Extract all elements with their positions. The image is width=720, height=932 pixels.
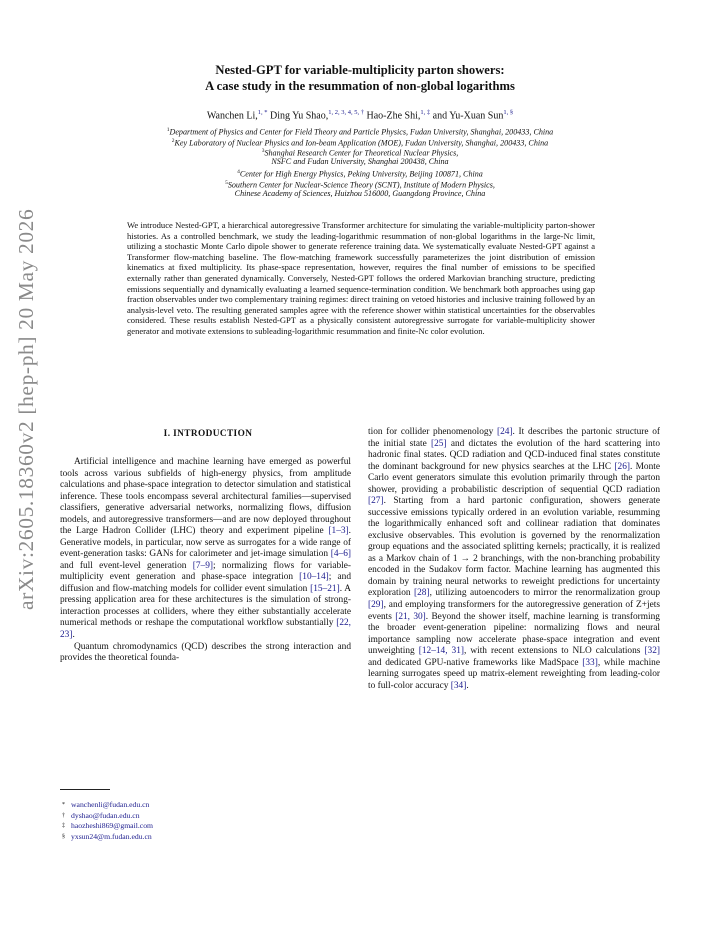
affiliation-line: $^2$Key Laboratory of Nuclear Physics and Ion-beam Application (MOE), Fudan University, Shanghai, 200433, China <box>171 137 549 148</box>
right-column <box>368 427 660 692</box>
citation-link[interactable]: [29] <box>368 599 384 610</box>
footnote-rule <box>60 789 110 790</box>
arxiv-identifier: arXiv:2605.18360v2 [hep-ph] 20 May 2026 <box>14 208 38 610</box>
affiliation-line: NSFC and Fudan University, Shanghai 200438, China <box>271 156 449 166</box>
abstract: We introduce Nested-GPT, a hierarchical autoregressive Transformer architecture for simulating the variable-multiplicity parton-shower histories. As a controlled benchmark, we study the leading-logarithmic resummation of non-global logarithms in the large-Nc limit, utilizing a stochastic Monte Carlo dipole shower to generate reference training data. We systematically evaluate Nested-GPT against a Transformer flow-matching baseline. The flow-matching framework successfully parameterizes the joint distribution of emission kinematics at fixed multiplicity. Its phase-space representation, however, requires the final number of emissions to be specified externally rather than generated dynamically. Conversely, Nested-GPT follows the ordered Markovian branching structure, predicting emissions sequentially and dynamically evaluating a learned sequence-termination condition. We benchmark both approaches using gap fraction observables under two complementary training regimes: direct training on vetoed histories and inclusive training followed by an analysis-level veto. The resulting generated samples agree with the reference shower within statistical uncertainties for the observables considered. These results establish Nested-GPT as a physically consistent autoregressive surrogate for variable-multiplicity shower generator and motivate extensions to subleading-logarithmic resummation and finite-Nc color evolution. <box>127 220 595 336</box>
left-column <box>60 457 351 665</box>
email-link[interactable]: yxsun24@m.fudan.edu.cn <box>71 831 152 841</box>
affiliation-line: $^4$Center for High Energy Physics, Peking University, Beijing 100871, China <box>237 169 483 180</box>
citation-link[interactable]: [27] <box>368 496 384 507</box>
footnote-item <box>62 800 153 811</box>
author-affiliation-marker: 1, § <box>503 109 514 116</box>
footnotes <box>62 800 153 842</box>
author-affiliation-marker: 1, * <box>257 109 268 116</box>
paper-title-line-1: Nested-GPT for variable-multiplicity parton showers: <box>215 63 505 77</box>
citation-link[interactable]: [28] <box>414 588 430 599</box>
citation-link[interactable]: [4–6] <box>330 549 351 560</box>
affiliation-line: $^1$Department of Physics and Center for Field Theory and Particle Physics, Fudan University, Shanghai, 200433, China <box>166 127 554 137</box>
email-link[interactable]: dyshao@fudan.edu.cn <box>71 810 140 820</box>
intro-paragraph-1: Artificial intelligence and machine learning have emerged as powerful tools across various subfields of high-energy physics, from amplitude calculations and phase-space integration to detector simulation and statistical inference. These tools encompass several architectural families—supervised classifiers, generative adversarial networks, normalizing flows, diffusion models, and autoregressive transformers—and are now deployed throughout the Large Hadron Collider (LHC) theory and experiment pipeline [1–3]. Generative models, in particular, now serve as surrogates for a wide range of event-generation tasks: GANs for calorimeter and jet-image simulation [4–6] and full event-level generation [7–9]; normalizing flows for variable-multiplicity event generation and phase-space integration [10–14]; and diffusion and flow-matching models for collider event simulation [15–21]. A pressing application area for these architectures is the simulation of strong-interaction processes at colliders, where they either substantially accelerate numerical methods or reshape the computational workflow substantially [22, 23]. <box>60 457 352 640</box>
citation-link[interactable]: [22, 23] <box>60 618 351 640</box>
author-list <box>0 109 720 121</box>
affiliation-line: $^5$Southern Center for Nuclear-Science Theory (SCNT), Institute of Modern Physics, <box>225 180 495 190</box>
intro-paragraph-2: Quantum chromodynamics (QCD) describes the strong interaction and provides the theoretical founda- <box>60 641 351 664</box>
footnote-item <box>62 811 153 822</box>
affiliation-line: $^3$Shanghai Research Center for Theoretical Nuclear Physics, <box>261 148 459 158</box>
citation-link[interactable]: [24] <box>496 427 513 437</box>
footnote-marker: ‡ <box>62 823 65 830</box>
paper-title-line-2: A case study in the resummation of non-global logarithms <box>205 79 515 93</box>
author-name: and Yu-Xuan Sun <box>432 110 504 122</box>
arxiv-sidebar <box>14 208 44 650</box>
citation-link[interactable]: [12–14, 31] <box>418 646 465 657</box>
footnote-item <box>62 821 153 832</box>
citation-link[interactable]: [32] <box>644 646 660 657</box>
citation-link[interactable]: [10–14] <box>299 572 329 583</box>
author-affiliation-marker: 1, 2, 3, 4, 5, † <box>328 109 364 116</box>
citation-link[interactable]: [1–3] <box>328 526 349 537</box>
author-name: Wanchen Li, <box>206 110 258 122</box>
footnote-marker: § <box>62 833 65 840</box>
author-name: Ding Yu Shao, <box>269 110 329 122</box>
email-link[interactable]: haozheshi869@gmail.com <box>71 821 154 831</box>
author-affiliation-marker: 1, ‡ <box>420 109 431 116</box>
citation-link[interactable]: [15–21] <box>310 583 340 594</box>
footnote-item <box>62 832 153 843</box>
citation-link[interactable]: [7–9] <box>192 560 214 571</box>
section-heading: I. INTRODUCTION <box>163 429 253 439</box>
author-name: Hao-Zhe Shi, <box>366 110 421 122</box>
citation-link[interactable]: [21, 30] <box>395 611 426 622</box>
intro-paragraph-continued: tion for collider phenomenology [24]. It describes the partonic structure of the initial state [25] and dictates the evolution of the hard scattering into hadronic final states. QCD radiation and QCD-induced final states constitute the dominant background for new physics searches at the LHC [26]. Monte Carlo event generators simulate this evolution primarily through the parton shower, providing a probabilistic description of sequential QCD radiation [27]. Starting from a hard partonic configuration, showers generate successive emissions typically ordered in an evolution variable, resumming the logarithmically enhanced soft and collinear radiation that dominates exclusive observables. This evolution is governed by the renormalization group equations and the associated splitting kernels; practically, it is realized as a Markov chain of 1 → 2 branchings, with the non-branching probability encoded in the Sudakov form factor. Machine learning has augmented this domain by training neural networks to reweight predictions for uncertainty exploration [28], utilizing autoencoders to mirror the renormalization group [29], and employing transformers for the autoregressive generation of Z+jets events [21, 30]. Beyond the shower itself, machine learning is transforming the broader event-generation pipeline: normalizing flows and neural importance sampling now accelerate phase-space integration and event unweighting [12–14, 31], with recent extensions to NLO calculations [32] and dedicated GPU-native frameworks like MadSpace [33], while machine learning surrogates speed up matrix-element reweighting from leading-color to full-color accuracy [34]. <box>368 427 660 691</box>
affiliation-line: Chinese Academy of Sciences, Huizhou 516000, Guangdong Province, China <box>234 188 486 198</box>
email-link[interactable]: wanchenli@fudan.edu.cn <box>71 800 150 809</box>
citation-link[interactable]: [25] <box>431 438 447 449</box>
citation-link[interactable]: [33] <box>582 657 598 668</box>
citation-link[interactable]: [26] <box>614 461 630 472</box>
footnote-marker: * <box>62 802 65 808</box>
footnote-marker: † <box>62 812 65 819</box>
citation-link[interactable]: [34] <box>450 680 467 691</box>
